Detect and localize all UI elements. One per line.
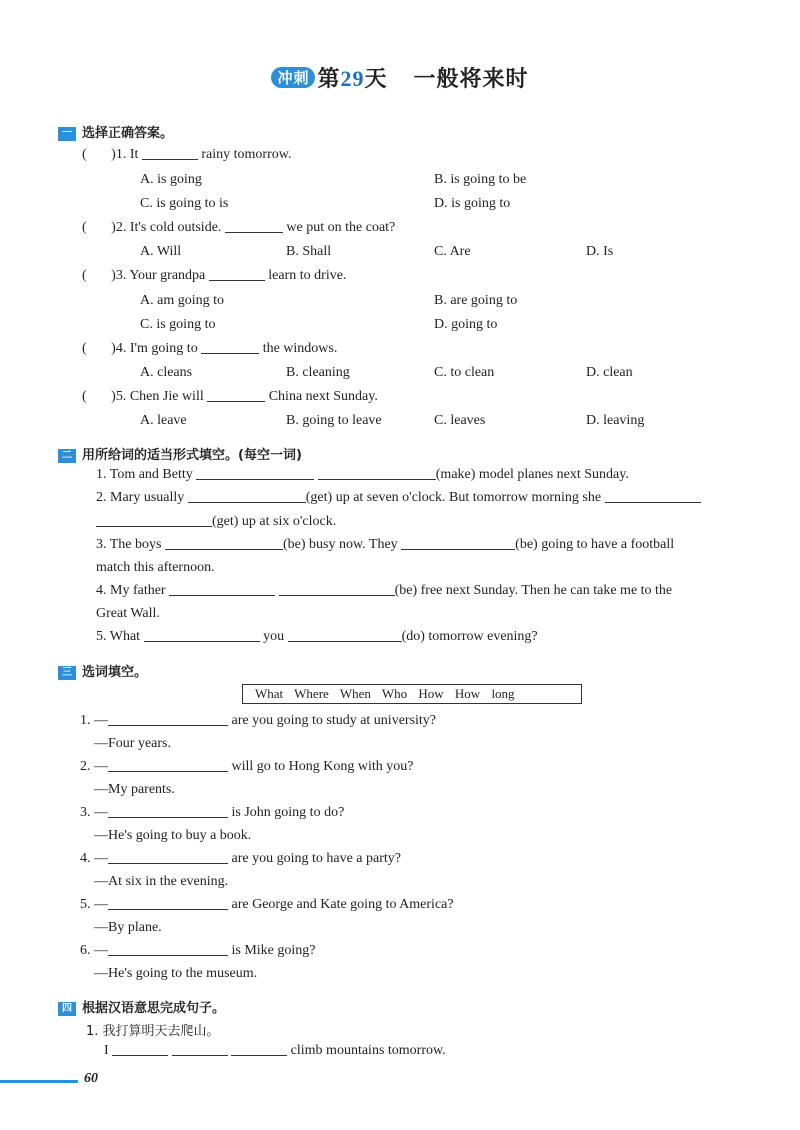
s3-q3 xyxy=(80,805,344,821)
s2-q3-mid: (be) busy now. They xyxy=(282,537,398,552)
s2-q2-end: (get) up at six o'clock. xyxy=(212,514,337,529)
answer-blank[interactable] xyxy=(279,583,395,596)
s2-q4 xyxy=(96,583,672,599)
s1-q1-option-a[interactable]: A. is going xyxy=(140,172,202,187)
s2-q1-start: 1. Tom and Betty xyxy=(96,467,193,482)
s1-q2-option-b[interactable]: B. Shall xyxy=(286,244,332,259)
s1-q5-option-b[interactable]: B. going to leave xyxy=(286,413,382,428)
s1-q5-option-d[interactable]: D. leaving xyxy=(586,413,645,428)
page-number: 60 xyxy=(84,1071,98,1086)
s3-q6 xyxy=(80,943,316,959)
answer-blank[interactable] xyxy=(144,629,260,642)
answer-blank[interactable] xyxy=(108,851,228,864)
section-1-heading xyxy=(58,122,173,141)
section-3-number: 三 xyxy=(58,666,76,680)
s3-q5-answer: —By plane. xyxy=(94,920,162,935)
section-4-number: 四 xyxy=(58,1002,76,1016)
answer-blank[interactable] xyxy=(209,268,265,281)
answer-blank[interactable] xyxy=(169,583,275,596)
s3-q4-question: are you going to have a party? xyxy=(231,851,401,866)
s3-q3-question: is John going to do? xyxy=(231,805,345,820)
section-2-title: 用所给词的适当形式填空。(每空一词) xyxy=(82,448,302,463)
s2-q2-start: 2. Mary usually xyxy=(96,490,185,505)
s1-q2-option-c[interactable]: C. Are xyxy=(434,244,471,259)
s2-q3-cont: match this afternoon. xyxy=(96,560,215,575)
answer-blank[interactable] xyxy=(108,943,228,956)
s2-q1 xyxy=(96,467,629,483)
s2-q5-end: (do) tomorrow evening? xyxy=(401,629,538,644)
answer-blank[interactable] xyxy=(225,220,283,233)
s3-q3-num: 3. — xyxy=(80,805,108,820)
answer-blank[interactable] xyxy=(207,389,265,402)
topic-title: 一般将来时 xyxy=(413,67,529,92)
s4-q1-prompt: 1. 我打算明天去爬山。 xyxy=(86,1024,220,1039)
s1-q3-option-b[interactable]: B. are going to xyxy=(434,293,518,308)
s3-q3-answer: —He's going to buy a book. xyxy=(94,828,252,843)
s1-q4-tail: the windows. xyxy=(262,341,338,356)
s1-q4-option-d[interactable]: D. clean xyxy=(586,365,633,380)
s3-q4-answer: —At six in the evening. xyxy=(94,874,229,889)
s1-q4-option-a[interactable]: A. cleans xyxy=(140,365,193,380)
section-4-title: 根据汉语意思完成句子。 xyxy=(82,1001,226,1016)
s3-q2-question: will go to Hong Kong with you? xyxy=(231,759,414,774)
section-4-heading xyxy=(58,997,225,1016)
s1-q1: ( )1. It rainy tomorrow. xyxy=(82,147,292,162)
answer-blank[interactable] xyxy=(108,897,228,910)
answer-blank[interactable] xyxy=(231,1043,287,1056)
s1-q3-option-d[interactable]: D. going to xyxy=(434,317,498,332)
s2-q1-end: (make) model planes next Sunday. xyxy=(435,467,629,482)
answer-blank[interactable] xyxy=(401,537,515,550)
s1-q3: ( )3. Your grandpa learn to drive. xyxy=(82,268,347,283)
s1-q5: ( )5. Chen Jie will China next Sunday. xyxy=(82,389,378,404)
s1-q3-tail: learn to drive. xyxy=(268,268,347,283)
s2-q5-start: 5. What xyxy=(96,629,141,644)
s3-q1-question: are you going to study at university? xyxy=(231,713,437,728)
day-number: 29 xyxy=(340,66,365,91)
s1-q4-text: )4. I'm going to xyxy=(111,341,198,356)
s3-q4 xyxy=(80,851,401,867)
s2-q4-mid: (be) free next Sunday. Then he can take me to the xyxy=(394,583,673,598)
answer-blank[interactable] xyxy=(196,467,314,480)
s1-q1-tail: rainy tomorrow. xyxy=(201,147,292,162)
s1-q1-text: )1. It xyxy=(111,147,139,162)
day-prefix: 第 xyxy=(317,67,341,92)
s2-q2-mid: (get) up at seven o'clock. But tomorrow morning she xyxy=(305,490,602,505)
answer-blank[interactable] xyxy=(108,805,228,818)
s1-q4-option-b[interactable]: B. cleaning xyxy=(286,365,350,380)
answer-blank[interactable] xyxy=(288,629,402,642)
s1-q2: ( )2. It's cold outside. we put on the coat? xyxy=(82,220,396,235)
answer-blank[interactable] xyxy=(318,467,436,480)
s3-q4-num: 4. — xyxy=(80,851,108,866)
answer-blank[interactable] xyxy=(108,759,228,772)
s2-q5 xyxy=(96,629,538,645)
s1-q3-option-c[interactable]: C. is going to xyxy=(140,317,216,332)
s1-q5-option-a[interactable]: A. leave xyxy=(140,413,187,428)
section-1-number: 一 xyxy=(58,127,76,141)
s4-q1 xyxy=(104,1043,446,1059)
word-bank: What Where When Who How How long xyxy=(242,684,582,704)
s2-q3 xyxy=(96,537,674,553)
s1-q3-option-a[interactable]: A. am going to xyxy=(140,293,224,308)
s1-q2-option-a[interactable]: A. Will xyxy=(140,244,182,259)
s2-q2 xyxy=(96,490,701,506)
s3-q5-question: are George and Kate going to America? xyxy=(231,897,454,912)
s2-q4-cont: Great Wall. xyxy=(96,606,160,621)
section-2-number: 二 xyxy=(58,449,76,463)
s1-q2-tail: we put on the coat? xyxy=(286,220,396,235)
sprint-badge: 冲刺 xyxy=(271,67,315,88)
section-3-heading xyxy=(58,661,147,680)
s1-q5-option-c[interactable]: C. leaves xyxy=(434,413,486,428)
s1-q5-tail: China next Sunday. xyxy=(268,389,378,404)
s1-q4-option-c[interactable]: C. to clean xyxy=(434,365,495,380)
answer-blank[interactable] xyxy=(165,537,283,550)
section-1-title: 选择正确答案。 xyxy=(82,126,174,141)
s1-q1-option-b[interactable]: B. is going to be xyxy=(434,172,527,187)
s1-q3-text: )3. Your grandpa xyxy=(111,268,206,283)
answer-blank[interactable] xyxy=(605,490,701,503)
day-suffix: 天 xyxy=(364,67,388,92)
answer-blank[interactable] xyxy=(108,713,228,726)
s3-q6-answer: —He's going to the museum. xyxy=(94,966,258,981)
answer-blank[interactable] xyxy=(201,341,259,354)
answer-blank[interactable] xyxy=(142,147,198,160)
s2-q2-cont xyxy=(96,514,336,530)
answer-blank[interactable] xyxy=(188,490,306,503)
s3-q1-num: 1. — xyxy=(80,713,108,728)
s3-q5-num: 5. — xyxy=(80,897,108,912)
s2-q3-start: 3. The boys xyxy=(96,537,162,552)
s1-q5-text: )5. Chen Jie will xyxy=(111,389,204,404)
s3-q1-answer: —Four years. xyxy=(94,736,171,751)
s1-q4: ( )4. I'm going to the windows. xyxy=(82,341,338,356)
s4-q1-start: I xyxy=(104,1043,109,1058)
page-title xyxy=(0,62,800,93)
s4-q1-end: climb mountains tomorrow. xyxy=(290,1043,446,1058)
s1-q2-text: )2. It's cold outside. xyxy=(111,220,222,235)
s2-q4-start: 4. My father xyxy=(96,583,166,598)
s2-q3-end: (be) going to have a football xyxy=(515,537,675,552)
s3-q2-num: 2. — xyxy=(80,759,108,774)
s1-q2-option-d[interactable]: D. Is xyxy=(586,244,614,259)
s2-q5-mid: you xyxy=(263,629,285,644)
answer-blank[interactable] xyxy=(96,514,212,527)
s1-q1-option-c[interactable]: C. is going to is xyxy=(140,196,229,211)
s3-q2 xyxy=(80,759,414,775)
section-3-title: 选词填空。 xyxy=(82,665,148,680)
footer-rule xyxy=(0,1080,78,1083)
answer-blank[interactable] xyxy=(172,1043,228,1056)
s3-q6-question: is Mike going? xyxy=(231,943,316,958)
s3-q5 xyxy=(80,897,454,913)
s3-q1 xyxy=(80,713,436,729)
answer-blank[interactable] xyxy=(112,1043,168,1056)
s3-q6-num: 6. — xyxy=(80,943,108,958)
section-2-heading xyxy=(58,444,302,463)
s1-q1-option-d[interactable]: D. is going to xyxy=(434,196,511,211)
s3-q2-answer: —My parents. xyxy=(94,782,175,797)
